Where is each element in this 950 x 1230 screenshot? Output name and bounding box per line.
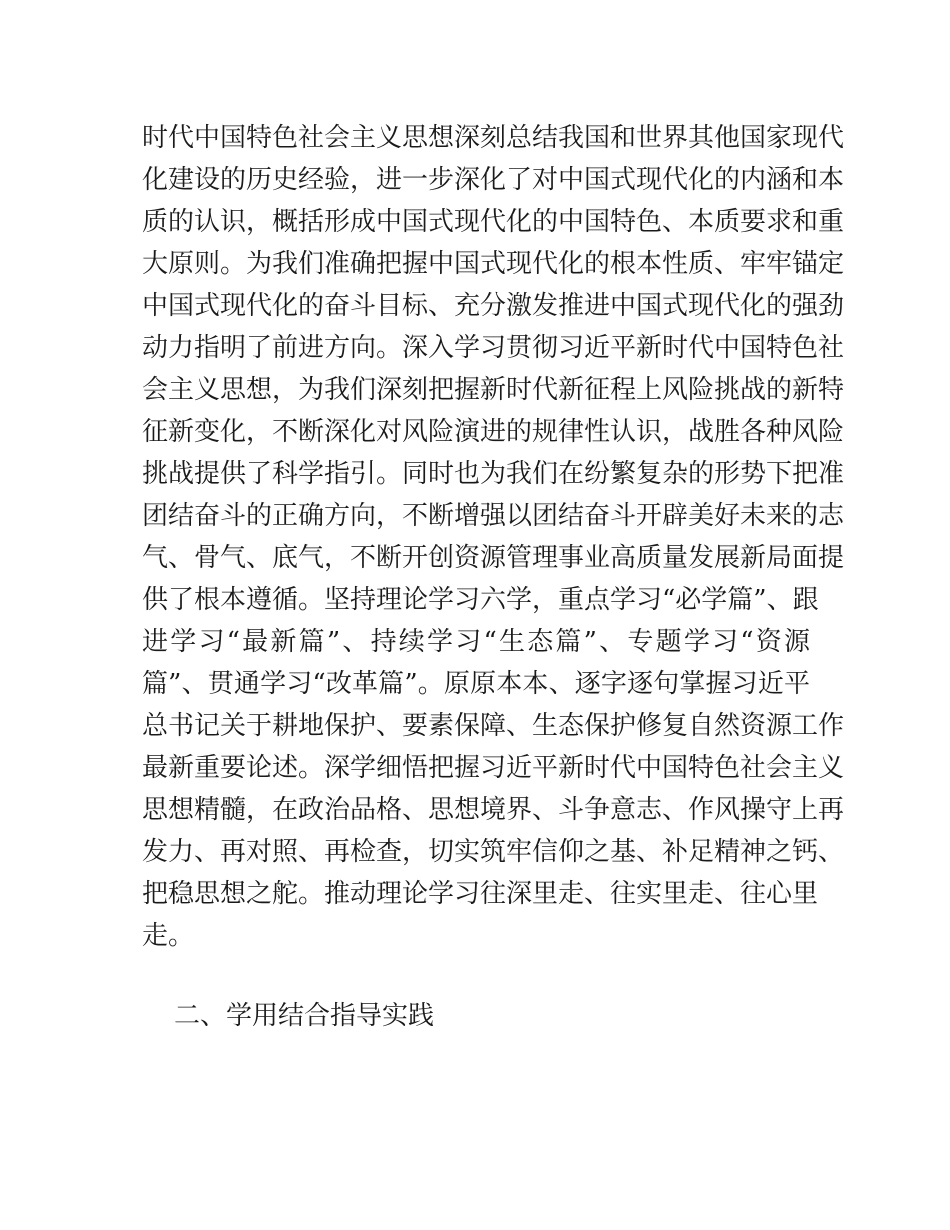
paragraph-line: 最新重要论述。深学细悟把握习近平新时代中国特色社会主义 <box>142 753 845 783</box>
paragraph-line: 供了根本遵循。坚持理论学习六学，重点学习“必学篇”、跟 <box>142 585 819 615</box>
paragraph-line: 挑战提供了科学指引。同时也为我们在纷繁复杂的形势下把准 <box>142 459 845 489</box>
paragraph-line: 大原则。为我们准确把握中国式现代化的根本性质、牢牢锚定 <box>142 249 845 279</box>
paragraph-line: 化建设的历史经验，进一步深化了对中国式现代化的内涵和本 <box>142 165 845 195</box>
paragraph-line: 质的认识，概括形成中国式现代化的中国特色、本质要求和重 <box>142 207 845 237</box>
paragraph-line-last: 走。 <box>142 921 195 951</box>
paragraph-line: 中国式现代化的奋斗目标、充分激发推进中国式现代化的强劲 <box>142 291 845 321</box>
paragraph-line: 总书记关于耕地保护、要素保障、生态保护修复自然资源工作 <box>142 711 845 741</box>
paragraph-line: 进学习“最新篇”、持续学习“生态篇”、专题学习“资源 <box>142 627 810 657</box>
paragraph-line: 团结奋斗的正确方向，不断增强以团结奋斗开辟美好未来的志 <box>142 501 845 531</box>
paragraph-line: 把稳思想之舵。推动理论学习往深里走、往实里走、往心里 <box>142 879 819 909</box>
paragraph-line: 会主义思想，为我们深刻把握新时代新征程上风险挑战的新特 <box>142 375 845 405</box>
paragraph-line: 思想精髓，在政治品格、思想境界、斗争意志、作风操守上再 <box>142 795 845 825</box>
paragraph-line: 时代中国特色社会主义思想深刻总结我国和世界其他国家现代 <box>142 123 845 153</box>
paragraph-line: 发力、再对照、再检查，切实筑牢信仰之基、补足精神之钙、 <box>142 837 845 867</box>
section-heading: 二、学用结合指导实践 <box>174 1001 435 1031</box>
paragraph-line: 动力指明了前进方向。深入学习贯彻习近平新时代中国特色社 <box>142 333 845 363</box>
paragraph-line: 篇”、贯通学习“改革篇”。原原本本、逐字逐句掌握习近平 <box>142 669 810 699</box>
paragraph-line: 气、骨气、底气，不断开创资源管理事业高质量发展新局面提 <box>142 543 845 573</box>
paragraph-line: 征新变化，不断深化对风险演进的规律性认识，战胜各种风险 <box>142 417 845 447</box>
